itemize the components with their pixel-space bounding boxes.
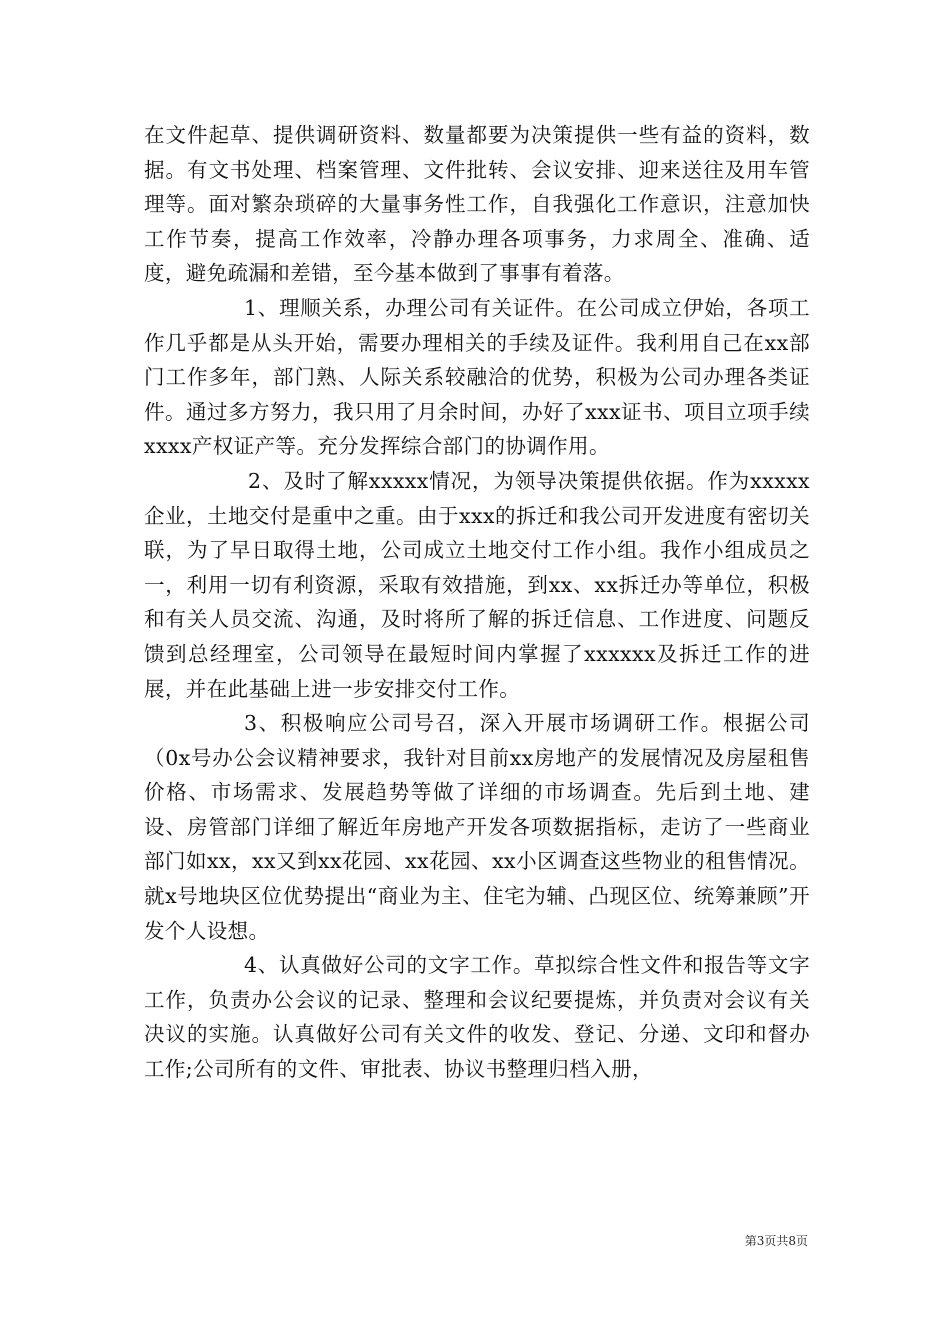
paragraph-item-2: 2、及时了解xxxxx情况，为领导决策提供依据。作为xxxxx企业，土地交付是重中之重。由于xxx的拆迁和我公司开发进度有密切关联，为了早日取得土地，公司成立土地交付工作小组。我作小组成员之一，利用一切有利资源，采取有效措施，到xx、xx拆迁办等单位，积极和有关人员交流、沟通，及时将所了解的拆迁信息、工作进度、问题反馈到总经理室，公司领导在最短时间内掌握了xxxxxx及拆迁工作的进展，并在此基础上进一步安排交付工作。 bbox=[144, 468, 810, 701]
document-body bbox=[144, 118, 810, 1087]
paragraph-item-1: 1、理顺关系，办理公司有关证件。在公司成立伊始，各项工作几乎都是从头开始，需要办理相关的手续及证件。我利用自己在xx部门工作多年，部门熟、人际关系较融洽的优势，积极为公司办理各类证件。通过多方努力，我只用了月余时间，办好了xxx证书、项目立项手续xxxx产权证产等。充分发挥综合部门的协调作用。 bbox=[144, 295, 810, 459]
page-number-footer: 第3页共8页 bbox=[744, 1234, 808, 1248]
paragraph-intro: 在文件起草、提供调研资料、数量都要为决策提供一些有益的资料，数据。有文书处理、档案管理、文件批转、会议安排、迎来送往及用车管理等。面对繁杂琐碎的大量事务性工作，自我强化工作意识，注意加快工作节奏，提高工作效率，冷静办理各项事务，力求周全、准确、适度，避免疏漏和差错，至今基本做到了事事有着落。 bbox=[144, 123, 810, 286]
paragraph-item-3: 3、积极响应公司号召，深入开展市场调研工作。根据公司（0x号办公会议精神要求，我针对目前xx房地产的发展情况及房屋租售价格、市场需求、发展趋势等做了详细的市场调查。先后到土地、建设、房管部门详细了解近年房地产开发各项数据指标，走访了一些商业部门如xx，xx又到xx花园、xx花园、xx小区调查这些物业的租售情况。就x号地块区位优势提出“商业为主、住宅为辅、凸现区位、统筹兼顾”开发个人设想。 bbox=[144, 711, 810, 943]
paragraph-item-4: 4、认真做好公司的文字工作。草拟综合性文件和报告等文字工作，负责办公会议的记录、整理和会议纪要提炼，并负责对会议有关决议的实施。认真做好公司有关文件的收发、登记、分递、文印和督办工作;公司所有的文件、审批表、协议书整理归档入册， bbox=[144, 953, 810, 1082]
